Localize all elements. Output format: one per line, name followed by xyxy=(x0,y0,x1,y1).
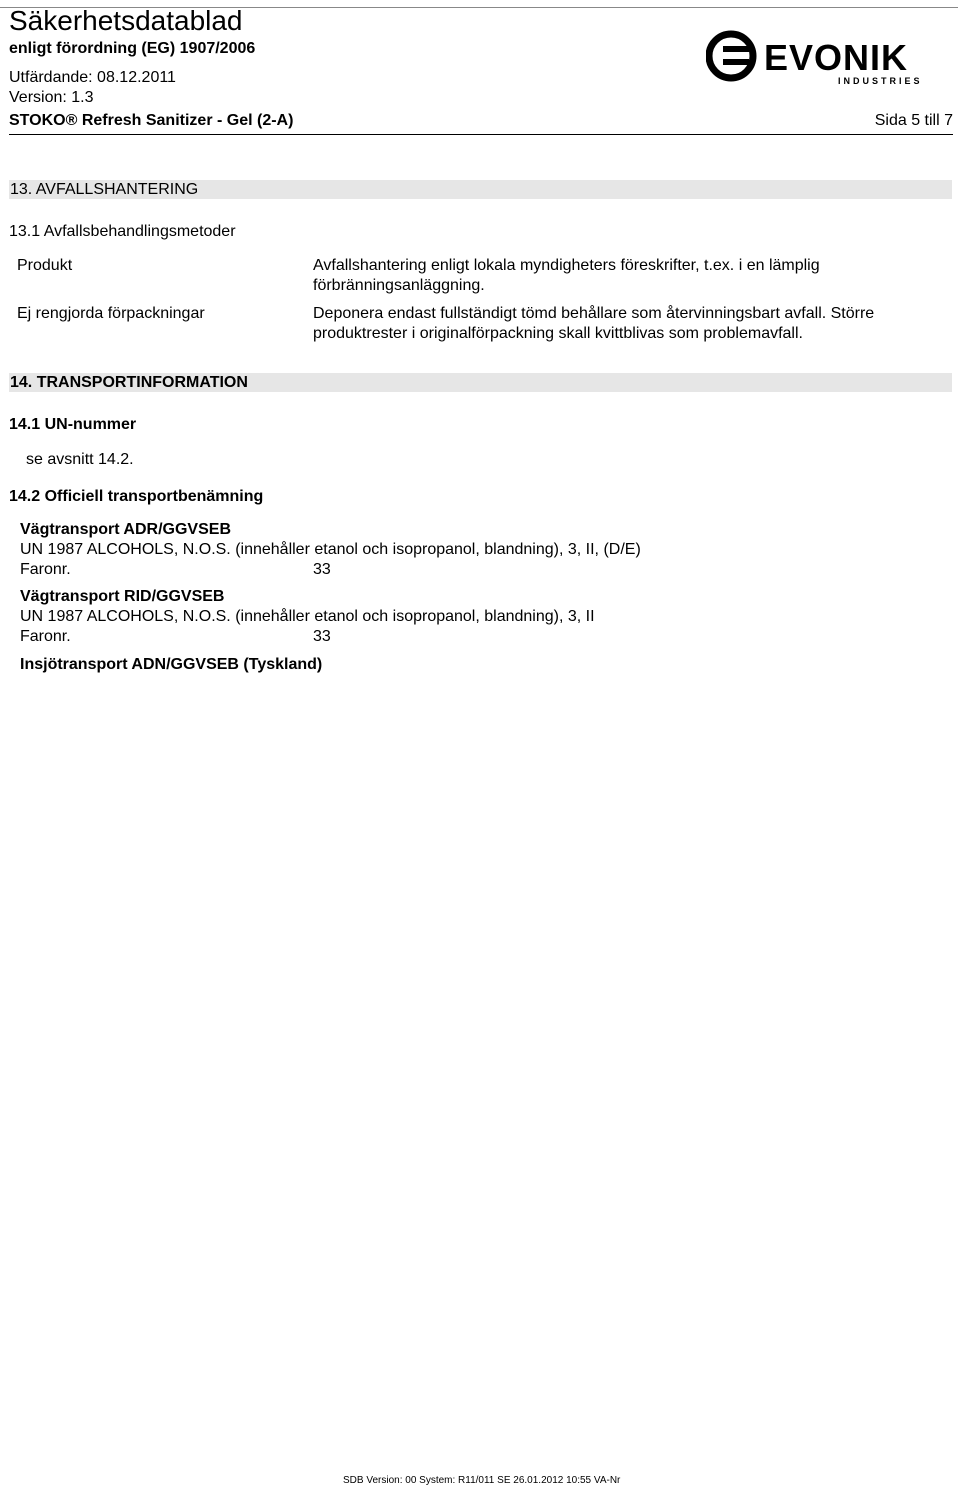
waste-row-label-packaging: Ej rengjorda förpackningar xyxy=(17,305,205,322)
waste-row-text-packaging: Deponera endast fullständigt tömd behållare som återvinningsbart avfall. Större produktrester i originalförpackning skall kvittblivas som problemavfall. xyxy=(313,305,875,342)
version-label: Version: 1.3 xyxy=(9,89,94,106)
rid-hazard-value: 33 xyxy=(313,628,331,645)
un-number-text: se avsnitt 14.2. xyxy=(26,451,134,468)
adr-text: UN 1987 ALCOHOLS, N.O.S. (innehåller etanol och isopropanol, blandning), 3, II, (D/E) xyxy=(20,541,641,558)
product-name-line xyxy=(9,111,953,131)
section-14-2-heading: 14.2 Officiell transportbenämning xyxy=(9,488,264,505)
document-title: Säkerhetsdatablad xyxy=(9,5,243,36)
adn-title: Insjötransport ADN/GGVSEB (Tyskland) xyxy=(20,656,323,673)
adr-hazard-label: Faronr. xyxy=(20,561,71,578)
rid-title: Vägtransport RID/GGVSEB xyxy=(20,588,225,605)
adr-hazard-value: 33 xyxy=(313,561,331,578)
section-13-1-heading: 13.1 Avfallsbehandlingsmetoder xyxy=(9,223,236,240)
regulation-subtitle: enligt förordning (EG) 1907/2006 xyxy=(9,40,256,57)
logo-wordmark: EVONIK xyxy=(764,37,909,78)
rid-text: UN 1987 ALCOHOLS, N.O.S. (innehåller etanol och isopropanol, blandning), 3, II xyxy=(20,608,595,625)
section-14-1-heading: 14.1 UN-nummer xyxy=(9,416,137,433)
issue-date: Utfärdande: 08.12.2011 xyxy=(9,69,176,86)
section-14-heading: 14. TRANSPORTINFORMATION xyxy=(9,373,952,392)
footer-version-info: SDB Version: 00 System: R11/011 SE 26.01.2012 10:55 VA-Nr xyxy=(343,1475,621,1486)
waste-row-label-product: Produkt xyxy=(17,257,73,274)
section-13-heading: 13. AVFALLSHANTERING xyxy=(9,180,952,199)
evonik-logo xyxy=(706,28,928,91)
product-name: STOKO® Refresh Sanitizer - Gel (2-A) xyxy=(9,112,294,129)
page-number: Sida 5 till 7 xyxy=(874,112,953,129)
header-bottom-rule xyxy=(9,134,953,135)
rid-hazard-label: Faronr. xyxy=(20,628,71,645)
logo-tagline: INDUSTRIES xyxy=(838,76,923,86)
evonik-logo-icon xyxy=(706,28,928,86)
waste-row-text-product: Avfallshantering enligt lokala myndigheters föreskrifter, t.ex. i en lämplig förbränningsanläggning. xyxy=(313,257,820,294)
adr-title: Vägtransport ADR/GGVSEB xyxy=(20,521,231,538)
